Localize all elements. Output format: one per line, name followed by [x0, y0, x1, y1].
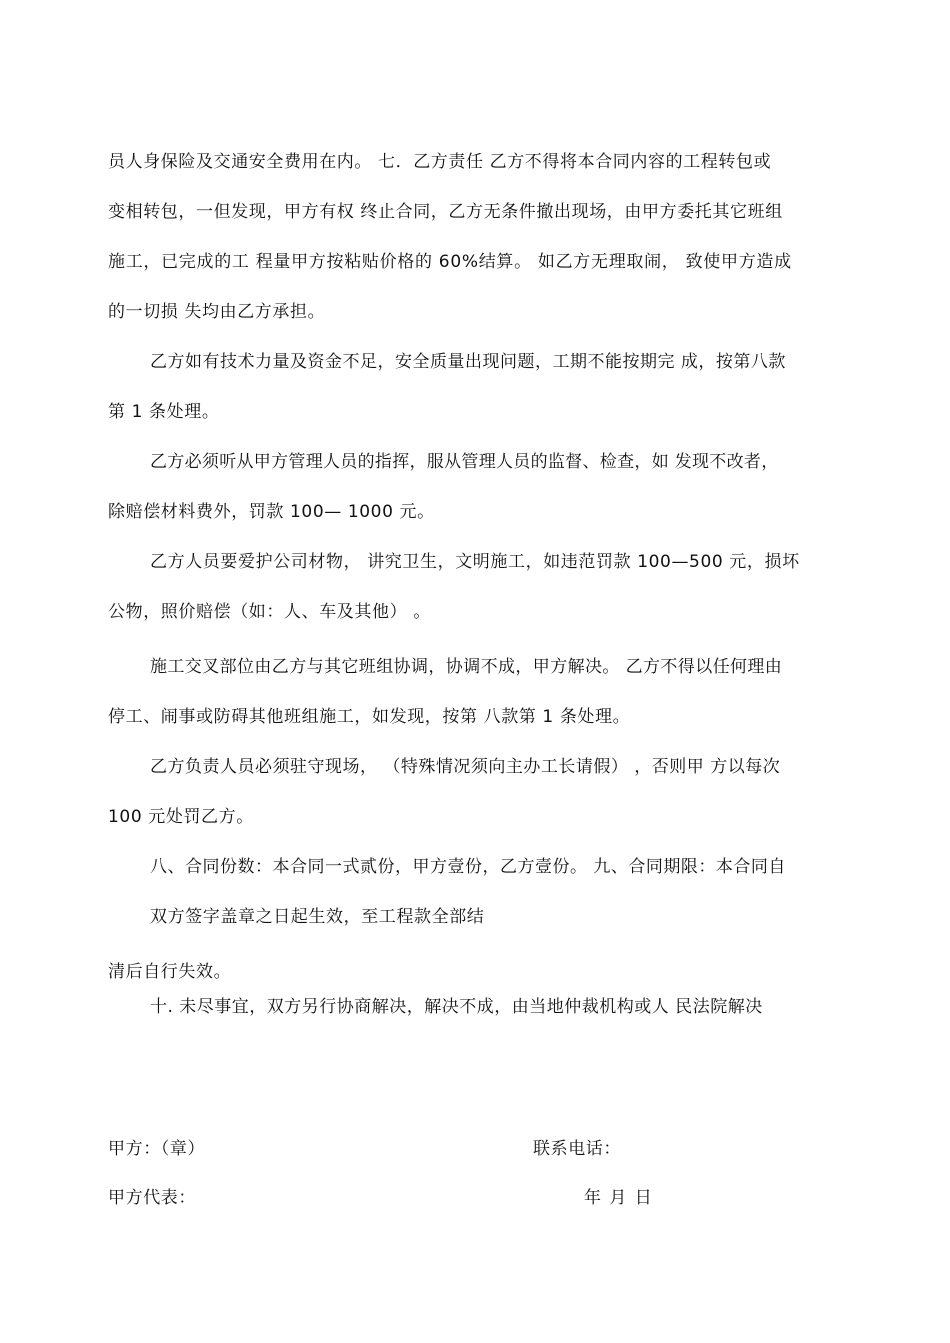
text-line-10: 公物，照价赔偿（如：人、车及其他） 。 — [108, 602, 431, 622]
text-line-16: 双方签字盖章之日起生效，至工程款全部结 — [150, 907, 485, 927]
text-line-18: 十. 未尽事宜，双方另行协商解决，解决不成，由当地仲裁机构或人 民法院解决 — [150, 997, 763, 1017]
text-line-9: 乙方人员要爱护公司材物， 讲究卫生，文明施工，如违范罚款 100—500 元，损坏 — [150, 552, 800, 572]
contact-phone-label: 联系电话： — [533, 1139, 621, 1159]
party-a-seal-label: 甲方：（章） — [108, 1139, 206, 1159]
date-label: 年 月 日 — [584, 1188, 654, 1208]
text-line-11: 施工交叉部位由乙方与其它班组协调，协调不成，甲方解决。 乙方不得以任何理由 — [150, 657, 783, 677]
text-line-3: 施工，已完成的工 程量甲方按粘贴价格的 60%结算。 如乙方无理取闹， 致使甲方造成 — [108, 252, 792, 272]
text-line-5: 乙方如有技术力量及资金不足，安全质量出现问题，工期不能按期完 成，按第八款 — [150, 352, 786, 372]
text-line-12: 停工、闹事或防碍其他班组施工，如发现，按第 八款第 1 条处理。 — [108, 707, 631, 727]
text-line-6: 第 1 条处理。 — [108, 402, 220, 422]
text-line-15: 八、合同份数：本合同一式贰份，甲方壹份，乙方壹份。 九、合同期限：本合同自 — [150, 857, 786, 877]
text-line-17: 清后自行失效。 — [108, 962, 232, 982]
text-line-14: 100 元处罚乙方。 — [108, 807, 254, 827]
text-line-2: 变相转包，一但发现，甲方有权 终止合同，乙方无条件撤出现场，由甲方委托其它班组 — [108, 202, 783, 222]
text-line-1: 员人身保险及交通安全费用在内。 七．乙方责任 乙方不得将本合同内容的工程转包或 — [108, 152, 772, 172]
text-line-4: 的一切损 失均由乙方承担。 — [108, 302, 326, 322]
text-line-7: 乙方必须听从甲方管理人员的指挥，服从管理人员的监督、检查，如 发现不改者， — [150, 452, 779, 472]
text-line-8: 除赔偿材料费外，罚款 100— 1000 元。 — [108, 502, 435, 522]
text-line-13: 乙方负责人员必须驻守现场， （特殊情况须向主办工长请假） ，否则甲 方以每次 — [150, 757, 781, 777]
party-a-representative-label: 甲方代表： — [108, 1188, 196, 1208]
